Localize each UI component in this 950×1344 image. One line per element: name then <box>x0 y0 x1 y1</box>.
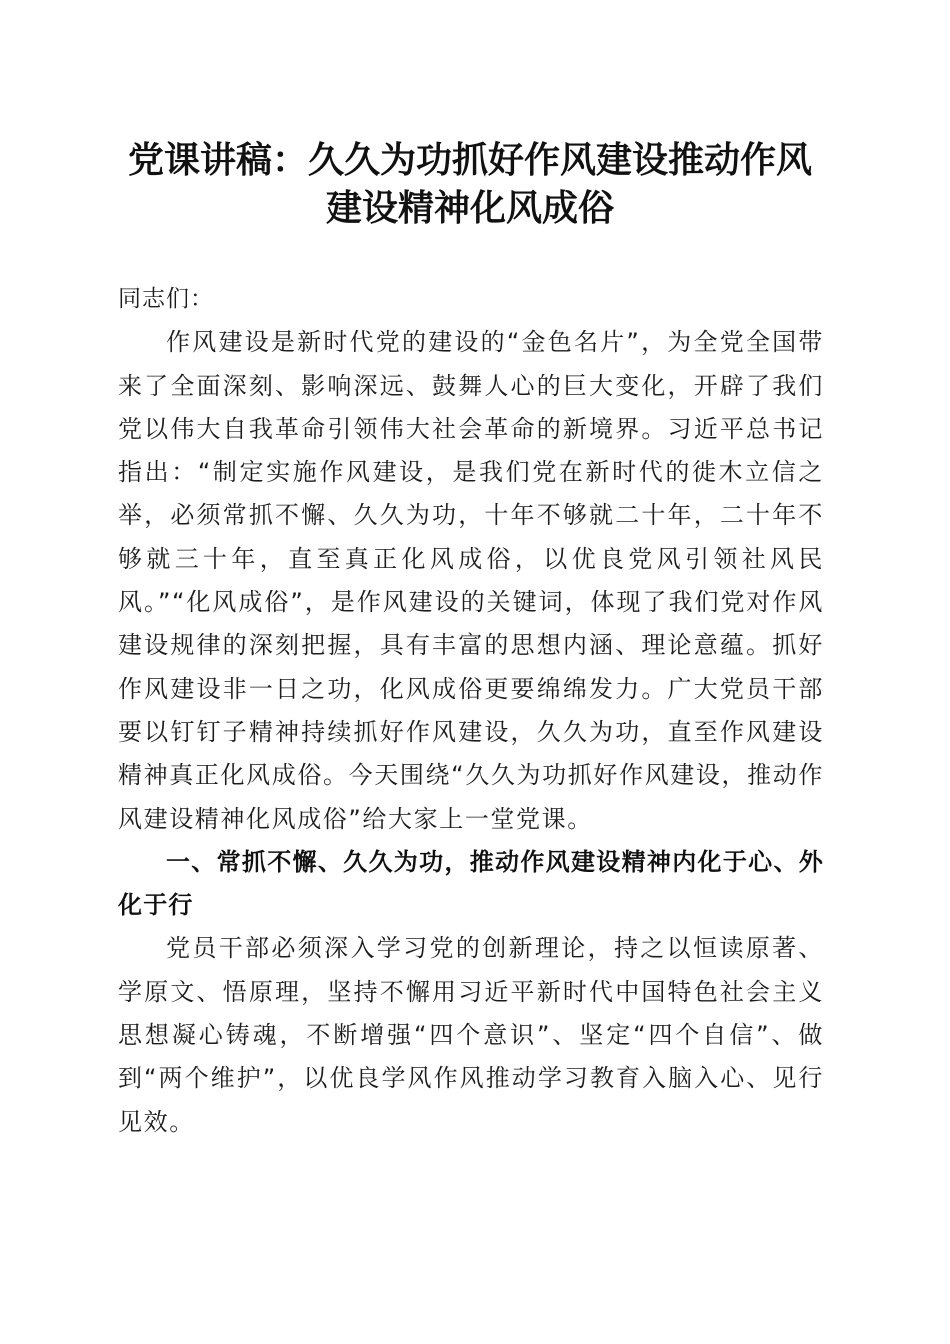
section-heading-1: 一、常抓不懈、久久为功，推动作风建设精神内化于心、外化于行 <box>118 847 824 920</box>
paragraph-intro: 作风建设是新时代党的建设的“金色名片”，为全党全国带来了全面深刻、影响深远、鼓舞人心的巨大变化，开辟了我们党以伟大自我革命引领伟大社会革命的新境界。习近平总书记指出：“制定实施作风建设，是我们党在新时代的徙木立信之举，必须常抓不懈、久久为功，十年不够就二十年，二十年不够就三十年，直至真正化风成俗，以优良党风引领社风民风。”“化风成俗”，是作风建设的关键词，体现了我们党对作风建设规律的深刻把握，具有丰富的思想内涵、理论意蕴。抓好作风建设非一日之功，化风成俗更要绵绵发力。广大党员干部要以钉钉子精神持续抓好作风建设，久久为功，直至作风建设精神真正化风成俗。今天围绕“久久为功抓好作风建设，推动作风建设精神化风成俗”给大家上一堂党课。 <box>118 328 824 833</box>
document-body <box>118 278 824 1144</box>
paragraph-section-1: 党员干部必须深入学习党的创新理论，持之以恒读原著、学原文、悟原理，坚持不懈用习近平新时代中国特色社会主义思想凝心铸魂，不断增强“四个意识”、坚定“四个自信”、做到“两个维护”，以优良学风作风推动学习教育入脑入心、见行见效。 <box>118 934 824 1136</box>
greeting: 同志们： <box>118 286 214 312</box>
document-title: 党课讲稿：久久为功抓好作风建设推动作风建设精神化风成俗 <box>127 139 812 229</box>
